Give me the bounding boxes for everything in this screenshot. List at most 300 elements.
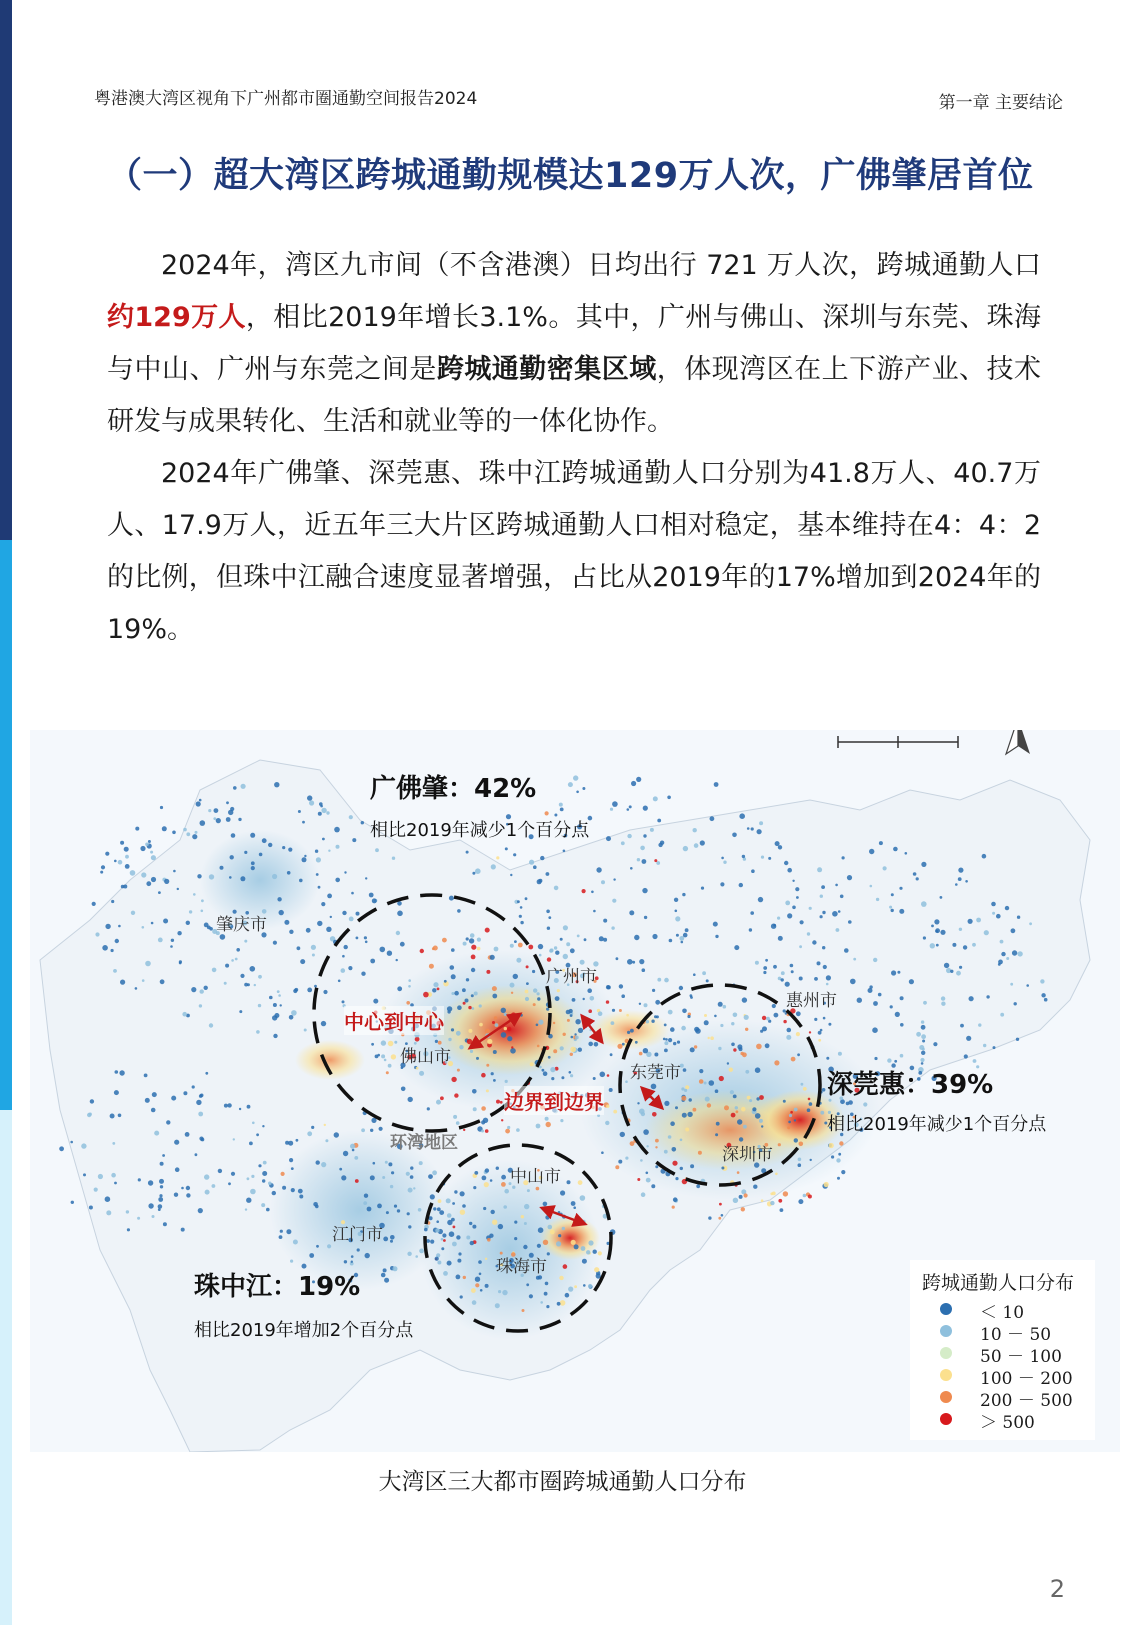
commuter-point [546, 1122, 551, 1127]
commuter-point [672, 1206, 675, 1209]
commuter-point [111, 1173, 116, 1178]
commuter-point [282, 1186, 286, 1190]
commuter-point [546, 910, 550, 914]
commuter-point [540, 856, 544, 860]
commuter-point [457, 909, 461, 913]
commuter-point [510, 874, 512, 876]
commuter-point [124, 847, 129, 852]
commuter-point [454, 1190, 457, 1193]
commuter-point [657, 819, 661, 823]
commuter-point [251, 1175, 254, 1178]
commuter-point [768, 857, 771, 860]
commuter-point [471, 1007, 474, 1010]
city-label-shenzhen: 深圳市 [722, 1145, 773, 1165]
commuter-point [773, 924, 776, 927]
commuter-point [487, 1039, 492, 1044]
commuter-point [518, 943, 523, 948]
commuter-point [516, 958, 521, 963]
commuter-point [669, 939, 673, 943]
commuter-point [536, 1024, 539, 1027]
commuter-point [714, 782, 719, 787]
commuter-point [204, 986, 208, 990]
commuter-point [151, 855, 156, 860]
commuter-point [668, 1135, 672, 1139]
commuter-point [343, 1151, 348, 1156]
commuter-point [349, 815, 353, 819]
commuter-point [787, 868, 792, 873]
commuter-point [921, 901, 927, 907]
region-guangfozhao-title: 广佛肇：42% [370, 774, 537, 804]
commuter-point [612, 1009, 615, 1012]
commuter-point [236, 948, 240, 952]
commuter-point [247, 983, 250, 986]
commuter-point [182, 1012, 187, 1017]
commuter-point [463, 1002, 466, 1005]
commuter-point [921, 1051, 925, 1055]
commuter-point [481, 1130, 484, 1133]
commuter-point [563, 850, 566, 853]
commuter-point [545, 1117, 549, 1121]
commuter-point [618, 1160, 622, 1164]
commuter-point [472, 872, 475, 875]
commuter-point [580, 1195, 586, 1201]
commuter-point [466, 851, 469, 854]
commuter-point [527, 1189, 530, 1192]
commuter-point [307, 795, 312, 800]
commuter-point [396, 959, 398, 961]
commuter-point [972, 943, 976, 947]
commuter-point [284, 920, 289, 925]
commuter-point [322, 838, 325, 841]
commuter-point [481, 1120, 485, 1124]
commuter-point [504, 1027, 507, 1030]
commuter-point [560, 938, 563, 941]
commuter-point [230, 855, 234, 859]
commuter-point [160, 1162, 164, 1166]
commuter-point [812, 940, 816, 944]
commuter-point [553, 1049, 557, 1053]
commuter-point [288, 848, 292, 852]
commuter-point [794, 1119, 796, 1121]
commuter-point [583, 998, 585, 1000]
commuter-point [740, 1052, 744, 1056]
commuter-point [70, 1141, 73, 1144]
commuter-point [113, 969, 117, 973]
commuter-point [447, 1213, 452, 1218]
page-number: 2 [1049, 1575, 1065, 1603]
commuter-point [205, 1190, 210, 1195]
commuter-point [513, 853, 516, 856]
commuter-point [603, 938, 607, 942]
commuter-point [525, 997, 529, 1001]
commuter-point [186, 921, 190, 925]
commuter-point [606, 1105, 609, 1108]
commuter-point [809, 1031, 811, 1033]
commuter-point [796, 1032, 800, 1036]
commuter-point [110, 1114, 115, 1119]
commuter-point [262, 1125, 264, 1127]
commuter-point [111, 949, 114, 952]
sidebar-accent-dark [0, 0, 12, 540]
commuter-point [323, 990, 327, 994]
commuter-point [807, 932, 810, 935]
commuter-point [921, 1020, 924, 1023]
commuter-point [192, 834, 197, 839]
commuter-point [199, 1004, 202, 1007]
commuter-point [820, 915, 823, 918]
commuter-point [492, 1021, 495, 1024]
legend-label: ＞ 500 [980, 1413, 1035, 1433]
commuter-point [637, 858, 640, 861]
commuter-point [462, 1204, 466, 1208]
commuter-point [158, 891, 161, 894]
commuter-point [474, 1171, 478, 1175]
commuter-point [162, 826, 167, 831]
commuter-point [919, 1045, 924, 1050]
commuter-point [546, 872, 550, 876]
legend-label: 100 － 200 [980, 1369, 1073, 1389]
commuter-point [298, 810, 301, 813]
commuter-point [729, 1068, 733, 1072]
commuter-point [427, 1107, 430, 1110]
commuter-point [278, 994, 281, 997]
commuter-point [430, 1194, 435, 1199]
commuter-point [973, 1059, 977, 1063]
commuter-point [397, 1209, 400, 1212]
commuter-point [138, 1178, 141, 1181]
commuter-point [533, 865, 537, 869]
commuter-point [765, 959, 768, 962]
commuter-point [287, 871, 291, 875]
commuter-point [878, 993, 882, 997]
commuter-point [651, 1020, 654, 1023]
commuter-point [383, 1268, 387, 1272]
commuter-point [681, 1087, 684, 1090]
commuter-point [437, 988, 440, 991]
commuter-point [789, 1114, 792, 1117]
commuter-point [693, 1108, 697, 1112]
commuter-point [778, 1143, 781, 1146]
commuter-point [664, 1049, 668, 1053]
commuter-point [1017, 916, 1020, 919]
commuter-point [198, 1112, 203, 1117]
commuter-point [444, 980, 447, 983]
commuter-point [560, 1046, 564, 1050]
commuter-point [384, 1059, 387, 1062]
commuter-point [328, 850, 330, 852]
commuter-point [759, 821, 763, 825]
commuter-point [693, 828, 697, 832]
commuter-point [250, 966, 256, 972]
commuter-point [142, 979, 145, 982]
commuter-point [416, 1067, 419, 1070]
commuter-point [496, 1100, 500, 1104]
commuter-point [575, 1036, 579, 1040]
commuter-point [273, 941, 277, 945]
commuter-point [681, 941, 684, 944]
commuter-point [704, 1082, 707, 1085]
commuter-point [593, 1077, 596, 1080]
commuter-point [547, 927, 550, 930]
commuter-point [664, 1101, 669, 1106]
commuter-point [706, 979, 709, 982]
commuter-point [685, 1085, 689, 1089]
commuter-point [560, 1119, 563, 1122]
commuter-point [510, 944, 514, 948]
commuter-point [775, 1173, 778, 1176]
commuter-point [507, 1126, 510, 1129]
commuter-point [761, 856, 764, 859]
commuter-point [565, 1293, 570, 1298]
commuter-point [350, 1144, 355, 1149]
commuter-point [931, 925, 934, 928]
commuter-point [548, 916, 551, 919]
commuter-point [850, 979, 856, 985]
commuter-point [487, 1238, 491, 1242]
commuter-point [296, 1139, 299, 1142]
commuter-point [118, 925, 121, 928]
commuter-point [749, 1099, 752, 1102]
commuter-point [507, 1027, 511, 1031]
commuter-point [151, 922, 154, 925]
commuter-point [459, 1045, 463, 1049]
commuter-point [611, 1021, 615, 1025]
commuter-point [466, 1236, 470, 1240]
commuter-point [625, 1157, 628, 1160]
commuter-point [334, 827, 340, 833]
commuter-point [281, 1172, 285, 1176]
commuter-point [213, 817, 216, 820]
commuter-point [462, 988, 466, 992]
commuter-point [197, 874, 201, 878]
commuter-point [868, 988, 873, 993]
commuter-point [743, 1125, 747, 1129]
commuter-point [390, 1235, 395, 1240]
commuter-point [394, 1041, 397, 1044]
city-label-jiangmen: 江门市 [332, 1225, 383, 1245]
commuter-point [822, 946, 825, 949]
commuter-point [837, 1177, 840, 1180]
commuter-point [289, 1015, 294, 1020]
commuter-point [930, 943, 935, 948]
commuter-point [617, 1044, 622, 1049]
commuter-point [674, 898, 678, 902]
commuter-point [741, 1107, 746, 1112]
commuter-point [537, 879, 542, 884]
commuter-point [529, 1294, 533, 1298]
commuter-point [293, 1240, 298, 1245]
commuter-point [724, 1105, 729, 1110]
commuter-point [873, 958, 877, 962]
commuter-point [193, 893, 196, 896]
commuter-point [732, 833, 737, 838]
commuter-point [965, 880, 968, 883]
commuter-point [272, 1015, 277, 1020]
commuter-point [548, 1056, 551, 1059]
commuter-point [577, 935, 580, 938]
commuter-point [536, 1124, 541, 1129]
commuter-point [423, 992, 429, 998]
commuter-point [636, 777, 641, 782]
commuter-point [964, 1054, 968, 1058]
commuter-point [963, 945, 967, 949]
commuter-point [424, 1228, 428, 1232]
commuter-point [291, 1010, 297, 1016]
commuter-point [485, 1029, 490, 1034]
commuter-point [808, 1195, 812, 1199]
commuter-point [643, 1129, 649, 1135]
commuter-point [258, 1164, 261, 1167]
commuter-point [135, 987, 138, 990]
commuter-point [413, 1187, 415, 1189]
commuter-point [451, 992, 454, 995]
commuter-point [334, 1132, 339, 1137]
commuter-point [307, 988, 312, 993]
commuter-point [477, 947, 481, 951]
commuter-point [114, 1090, 119, 1095]
commuter-point [318, 886, 321, 889]
commuter-point [352, 838, 356, 842]
commuter-point [545, 1282, 549, 1286]
commuter-point [273, 1003, 277, 1007]
commuter-point [238, 818, 241, 821]
sidebar-accent-light [0, 540, 12, 1110]
commuter-point [795, 887, 799, 891]
commuter-point [755, 1113, 761, 1119]
commuter-point [463, 1276, 466, 1279]
commuter-point [460, 1210, 465, 1215]
commuter-point [175, 1167, 180, 1172]
commuter-point [773, 965, 777, 969]
commuter-point [538, 1227, 544, 1233]
commuter-point [798, 1199, 803, 1204]
commuter-point [561, 1076, 564, 1079]
commuter-point [574, 1033, 576, 1035]
commuter-point [485, 1129, 489, 1133]
commuter-point [986, 995, 989, 998]
commuter-point [342, 955, 345, 958]
commuter-point [354, 1156, 358, 1160]
commuter-point [498, 1224, 503, 1229]
annotation-edge-to-edge: 边界到边界 [504, 1086, 604, 1115]
commuter-point [755, 1067, 761, 1073]
commuter-point [655, 1000, 660, 1005]
commuter-point [145, 961, 151, 967]
commuter-point [457, 1069, 460, 1072]
commuter-point [543, 1071, 548, 1076]
commuter-point [59, 1146, 64, 1151]
commuter-point [484, 1182, 489, 1187]
commuter-point [799, 1142, 804, 1147]
commuter-point [272, 874, 277, 879]
commuter-point [675, 1177, 678, 1180]
commuter-point [306, 928, 311, 933]
commuter-point [798, 1163, 802, 1167]
commuter-point [449, 896, 454, 901]
commuter-point [664, 1024, 667, 1027]
commuter-point [282, 846, 285, 849]
commuter-point [588, 1009, 592, 1013]
commuter-point [415, 1255, 418, 1258]
commuter-point [874, 1057, 877, 1060]
commuter-point [810, 1159, 812, 1161]
commuter-point [641, 1192, 646, 1197]
commuter-point [433, 1207, 436, 1210]
commuter-point [1001, 952, 1005, 956]
commuter-point [803, 1087, 807, 1091]
legend-swatch [940, 1303, 952, 1315]
commuter-point [737, 1044, 742, 1049]
commuter-point [262, 1179, 265, 1182]
commuter-point [370, 959, 375, 964]
commuter-point [298, 1189, 303, 1194]
commuter-point [289, 1158, 293, 1162]
commuter-point [895, 1012, 900, 1017]
commuter-point [233, 1138, 235, 1140]
commuter-point [472, 1089, 477, 1094]
commuter-point [983, 1044, 986, 1047]
commuter-point [557, 1302, 561, 1306]
commuter-point [835, 884, 838, 887]
commuter-point [377, 1204, 382, 1209]
commuter-point [730, 1090, 734, 1094]
commuter-point [383, 1237, 388, 1242]
commuter-point [388, 1162, 392, 1166]
commuter-point [443, 1239, 446, 1242]
commuter-point [715, 1133, 718, 1136]
commuter-point [137, 1217, 140, 1220]
commuter-point [783, 1100, 786, 1103]
commuter-point [664, 1041, 668, 1045]
commuter-point [195, 1153, 198, 1156]
commuter-point [490, 955, 495, 960]
commuter-point [216, 818, 221, 823]
commuter-point [474, 992, 478, 996]
commuter-point [562, 1227, 565, 1230]
commuter-point [873, 1001, 878, 1006]
commuter-point [555, 996, 560, 1001]
commuter-point [1017, 951, 1022, 956]
commuter-point [571, 1240, 576, 1245]
commuter-point [495, 1023, 499, 1027]
commuter-point [844, 948, 849, 953]
commuter-point [304, 855, 306, 857]
commuter-point [796, 1011, 801, 1016]
commuter-point [735, 1106, 738, 1109]
commuter-point [537, 1244, 541, 1248]
commuter-point [778, 936, 783, 941]
commuter-point [790, 964, 794, 968]
commuter-point [501, 1175, 506, 1180]
commuter-point [891, 970, 896, 975]
commuter-point [369, 893, 374, 898]
commuter-point [756, 1097, 759, 1100]
commuter-point [105, 852, 109, 856]
commuter-point [262, 1171, 267, 1176]
commuter-point [472, 1300, 477, 1305]
commuter-point [318, 812, 322, 816]
commuter-point [737, 1171, 740, 1174]
commuter-point [186, 832, 190, 836]
commuter-point [538, 944, 543, 949]
commuter-point [622, 1043, 625, 1046]
commuter-point [719, 1203, 722, 1206]
commuter-point [254, 984, 256, 986]
commuter-point [695, 1028, 701, 1034]
commuter-point [702, 971, 706, 975]
commuter-point [166, 1120, 170, 1124]
commuter-point [727, 1062, 729, 1064]
